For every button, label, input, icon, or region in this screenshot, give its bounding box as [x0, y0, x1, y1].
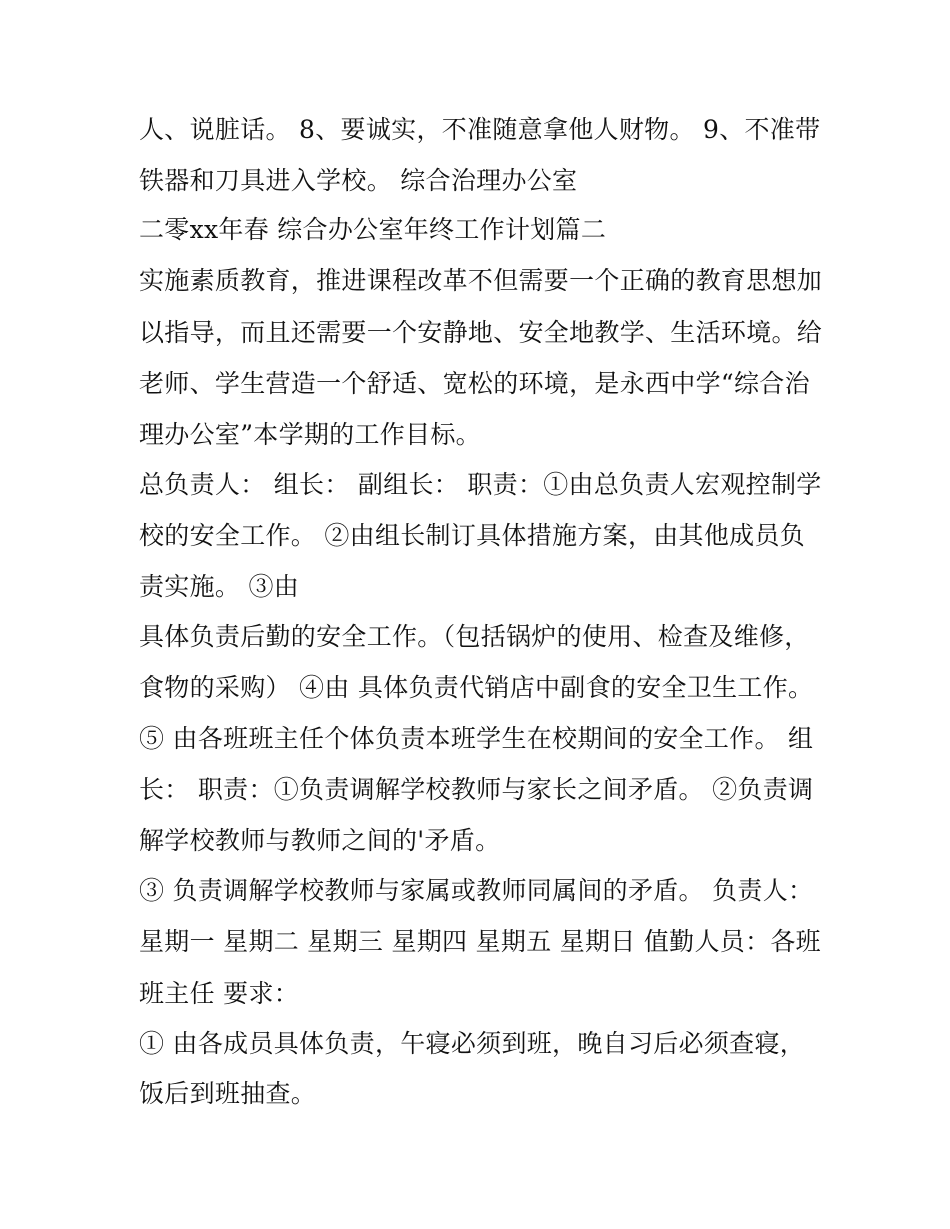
text-line: 理办公室”本学期的工作目标。	[139, 420, 481, 449]
text-line: 班主任 要求：	[139, 979, 300, 1008]
text-line: 老师、学生营造一个舒适、宽松的环境，是永西中学“综合治	[139, 369, 810, 398]
text-line: 星期一 星期二 星期三 星期四 星期五 星期日 值勤人员：各班	[139, 927, 821, 956]
text-line: 铁器和刀具进入学校。 综合治理办公室	[139, 166, 578, 195]
text-line: ① 由各成员具体负责，午寝必须到班，晚自习后必须查寝，	[139, 1029, 806, 1058]
text-line: 人、说脏话。 8、要诚实，不准随意拿他人财物。 9、不准带	[139, 115, 821, 144]
text-line: 二零xx年春 综合办公室年终工作计划篇二	[139, 215, 607, 244]
text-line: 长： 职责：①负责调解学校教师与家长之间矛盾。 ②负责调	[139, 775, 814, 804]
text-line: 总负责人： 组长： 副组长： 职责：①由总负责人宏观控制学	[139, 470, 822, 499]
text-line: ③ 负责调解学校教师与家属或教师同属间的矛盾。 负责人：	[139, 876, 814, 905]
text-line: 具体负责后勤的安全工作。（包括锅炉的使用、检查及维修，	[139, 622, 810, 651]
text-line: 责实施。 ③由	[139, 572, 300, 601]
text-line: ⑤ 由各班班主任个体负责本班学生在校期间的安全工作。 组	[139, 724, 814, 753]
text-line: 实施素质教育，推进课程改革不但需要一个正确的教育思想加	[139, 266, 823, 295]
text-line: 校的安全工作。 ②由组长制订具体措施方案，由其他成员负	[139, 521, 806, 550]
text-line: 解学校教师与教师之间的'矛盾。	[139, 826, 501, 855]
text-line: 饭后到班抽查。	[139, 1079, 317, 1108]
text-line: 以指导，而且还需要一个安静地、安全地教学、生活环境。给	[139, 318, 823, 347]
text-line: 食物的采购） ④由 具体负责代销店中副食的安全卫生工作。	[139, 673, 814, 702]
